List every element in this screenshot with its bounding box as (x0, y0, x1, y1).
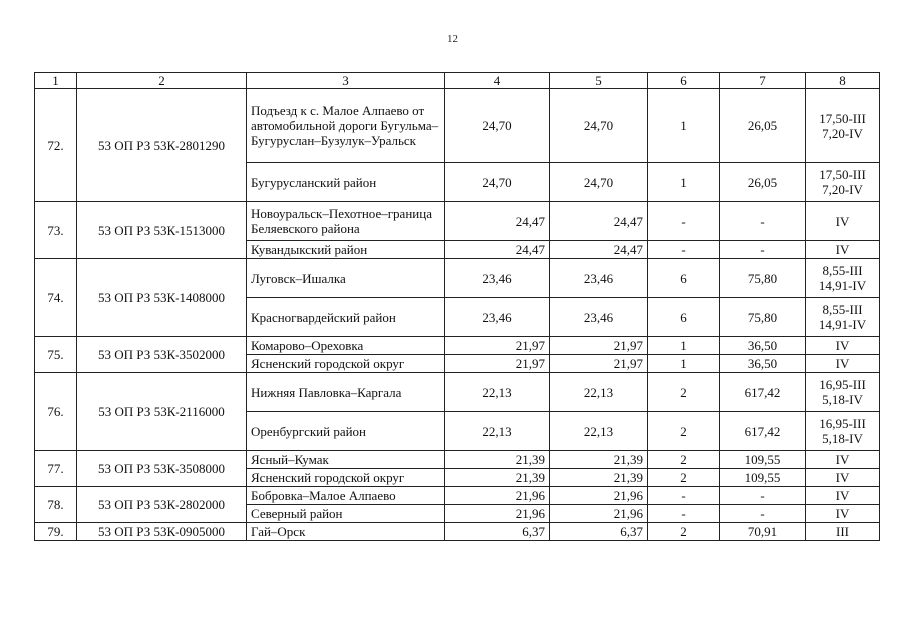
cell-col5: 24,47 (550, 241, 648, 259)
category-line: 7,20-IV (822, 125, 863, 141)
cell-col5: 22,13 (550, 412, 648, 451)
category-line: III (836, 524, 849, 539)
row-number: 75. (35, 337, 77, 373)
column-header: 2 (77, 73, 247, 89)
cell-col4: 24,70 (445, 89, 550, 163)
page-number: 12 (447, 33, 458, 45)
cell-category (806, 412, 880, 451)
cell-category (806, 337, 880, 355)
cell-col7: - (720, 241, 806, 259)
cell-col4: 21,97 (445, 337, 550, 355)
cell-col6: 1 (648, 89, 720, 163)
cell-col5: 23,46 (550, 298, 648, 337)
cell-col6: 1 (648, 337, 720, 355)
cell-col7: - (720, 505, 806, 523)
column-header: 7 (720, 73, 806, 89)
district-name: Ясненский городской округ (247, 355, 445, 373)
category-line: 17,50-III (819, 167, 866, 182)
cell-col4: 22,13 (445, 412, 550, 451)
category-line: IV (835, 506, 850, 521)
cell-col6: 2 (648, 373, 720, 412)
cell-col5: 21,97 (550, 337, 648, 355)
category-line: 17,50-III (819, 110, 866, 126)
cell-col7: 36,50 (720, 355, 806, 373)
column-header: 4 (445, 73, 550, 89)
road-name: Луговск–Ишалка (247, 259, 445, 298)
cell-col5: 23,46 (550, 259, 648, 298)
category-line: 16,95-III (819, 377, 866, 392)
cell-category (806, 355, 880, 373)
header-row (35, 73, 880, 89)
category-line: IV (835, 488, 850, 503)
cell-col6: 2 (648, 451, 720, 469)
cell-col5: 24,70 (550, 89, 648, 163)
table-row (35, 259, 880, 298)
cell-col4: 24,47 (445, 202, 550, 241)
table-row (35, 487, 880, 505)
cell-col4: 21,96 (445, 487, 550, 505)
cell-col6: - (648, 505, 720, 523)
district-name: Кувандыкский район (247, 241, 445, 259)
cell-col7: 70,91 (720, 523, 806, 541)
category-line: IV (835, 470, 850, 485)
road-name: Нижняя Павловка–Каргала (247, 373, 445, 412)
cell-category (806, 523, 880, 541)
cell-col5: 21,96 (550, 505, 648, 523)
road-name: Подъезд к с. Малое Алпаево от автомобильной дороги Бугульма–Бугуруслан–Бузулук–Уральск (247, 89, 445, 163)
cell-col6: 2 (648, 469, 720, 487)
cell-col4: 24,47 (445, 241, 550, 259)
road-name: Новоуральск–Пехотное–граница Беляевского района (247, 202, 445, 241)
category-line: 5,18-IV (822, 392, 863, 407)
row-number: 79. (35, 523, 77, 541)
cell-col6: 2 (648, 523, 720, 541)
district-name: Ясненский городской округ (247, 469, 445, 487)
table-row (35, 202, 880, 241)
cell-col5: 22,13 (550, 373, 648, 412)
cell-col6: 1 (648, 163, 720, 202)
row-number: 73. (35, 202, 77, 259)
category-line: IV (835, 452, 850, 467)
table-row (35, 337, 880, 355)
cell-col4: 6,37 (445, 523, 550, 541)
cell-col5: 24,70 (550, 163, 648, 202)
column-header: 5 (550, 73, 648, 89)
road-code: 53 ОП РЗ 53К-3502000 (77, 337, 247, 373)
cell-col7: 75,80 (720, 298, 806, 337)
category-line: IV (835, 213, 850, 229)
category-line: 14,91-IV (818, 317, 867, 332)
cell-col6: - (648, 202, 720, 241)
cell-col7: 617,42 (720, 373, 806, 412)
row-number: 78. (35, 487, 77, 523)
cell-col7: 26,05 (720, 163, 806, 202)
cell-col4: 21,39 (445, 451, 550, 469)
cell-col5: 6,37 (550, 523, 648, 541)
cell-col7: - (720, 202, 806, 241)
cell-col6: - (648, 241, 720, 259)
cell-category (806, 89, 880, 163)
cell-col4: 21,97 (445, 355, 550, 373)
cell-category (806, 163, 880, 202)
cell-col7: - (720, 487, 806, 505)
category-line: IV (835, 356, 850, 371)
row-number: 76. (35, 373, 77, 451)
category-line: IV (835, 242, 850, 257)
district-name: Северный район (247, 505, 445, 523)
category-line: 8,55-III (822, 263, 863, 278)
cell-col4: 21,96 (445, 505, 550, 523)
road-name: Гай–Орск (247, 523, 445, 541)
road-code: 53 ОП РЗ 53К-0905000 (77, 523, 247, 541)
cell-category (806, 505, 880, 523)
road-code: 53 ОП РЗ 53К-1513000 (77, 202, 247, 259)
row-number: 74. (35, 259, 77, 337)
cell-category (806, 259, 880, 298)
road-name: Ясный–Кумак (247, 451, 445, 469)
cell-col7: 26,05 (720, 89, 806, 163)
column-header: 8 (806, 73, 880, 89)
category-line: 7,20-IV (822, 182, 863, 197)
cell-col4: 21,39 (445, 469, 550, 487)
cell-col7: 36,50 (720, 337, 806, 355)
road-code: 53 ОП РЗ 53К-2116000 (77, 373, 247, 451)
cell-category (806, 202, 880, 241)
cell-category (806, 469, 880, 487)
cell-col6: 6 (648, 259, 720, 298)
cell-col4: 23,46 (445, 259, 550, 298)
cell-col6: - (648, 487, 720, 505)
cell-col4: 23,46 (445, 298, 550, 337)
table-row (35, 373, 880, 412)
cell-col4: 24,70 (445, 163, 550, 202)
category-line: IV (835, 338, 850, 353)
cell-col5: 24,47 (550, 202, 648, 241)
cell-col6: 6 (648, 298, 720, 337)
road-name: Бобровка–Малое Алпаево (247, 487, 445, 505)
category-line: 14,91-IV (818, 278, 867, 293)
district-name: Красногвардейский район (247, 298, 445, 337)
district-name: Бугурусланский район (247, 163, 445, 202)
cell-col7: 617,42 (720, 412, 806, 451)
category-line: 5,18-IV (822, 431, 863, 446)
table-row (35, 523, 880, 541)
column-header: 3 (247, 73, 445, 89)
road-code: 53 ОП РЗ 53К-1408000 (77, 259, 247, 337)
row-number: 72. (35, 89, 77, 202)
road-code: 53 ОП РЗ 53К-3508000 (77, 451, 247, 487)
roads-table (34, 72, 880, 541)
road-code: 53 ОП РЗ 53К-2802000 (77, 487, 247, 523)
cell-category (806, 373, 880, 412)
table-row (35, 89, 880, 163)
cell-col7: 75,80 (720, 259, 806, 298)
cell-col5: 21,39 (550, 469, 648, 487)
cell-category (806, 298, 880, 337)
cell-col4: 22,13 (445, 373, 550, 412)
table-row (35, 451, 880, 469)
road-name: Комарово–Ореховка (247, 337, 445, 355)
cell-col5: 21,39 (550, 451, 648, 469)
cell-col5: 21,96 (550, 487, 648, 505)
cell-col6: 2 (648, 412, 720, 451)
row-number: 77. (35, 451, 77, 487)
column-header: 6 (648, 73, 720, 89)
category-line: 8,55-III (822, 302, 863, 317)
cell-col6: 1 (648, 355, 720, 373)
road-code: 53 ОП РЗ 53К-2801290 (77, 89, 247, 202)
cell-category (806, 451, 880, 469)
cell-col5: 21,97 (550, 355, 648, 373)
cell-category (806, 241, 880, 259)
category-line: 16,95-III (819, 416, 866, 431)
cell-category (806, 487, 880, 505)
cell-col7: 109,55 (720, 451, 806, 469)
cell-col7: 109,55 (720, 469, 806, 487)
district-name: Оренбургский район (247, 412, 445, 451)
column-header: 1 (35, 73, 77, 89)
